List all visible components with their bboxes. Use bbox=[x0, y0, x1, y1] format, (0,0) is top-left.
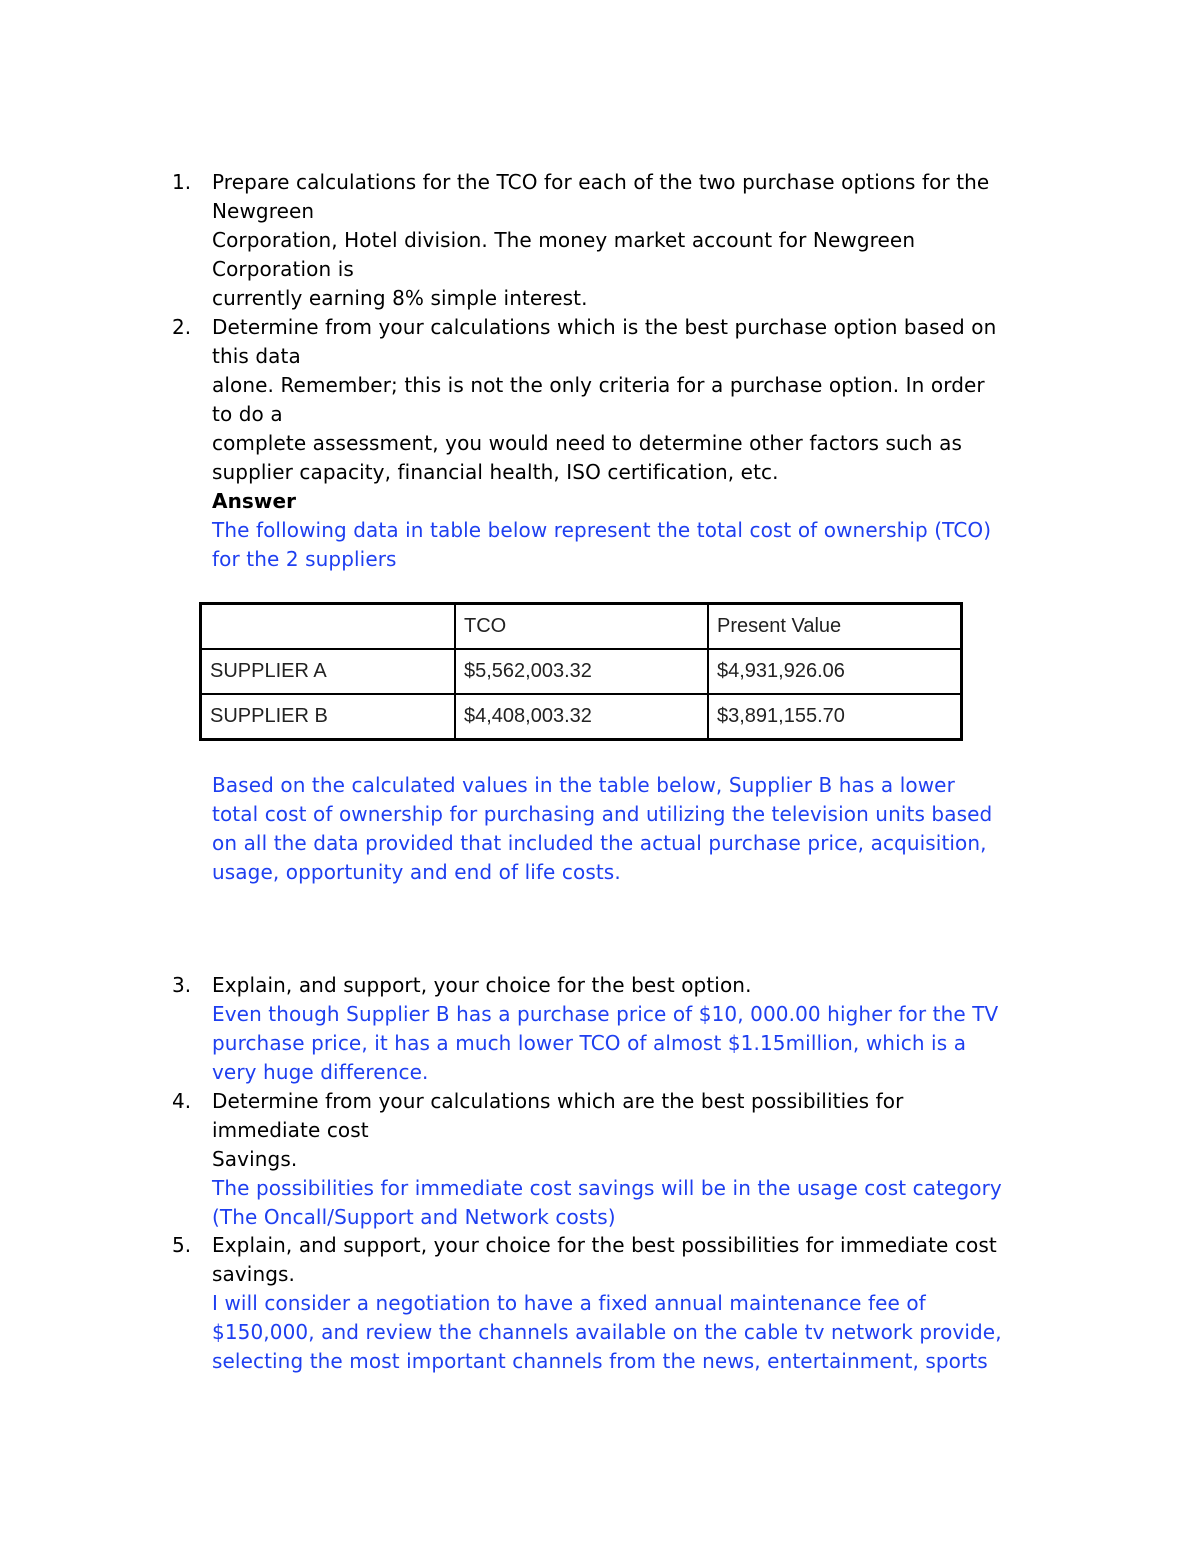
list-number: 3. bbox=[172, 973, 192, 997]
answer-text-line: (The Oncall/Support and Network costs) bbox=[212, 1205, 616, 1229]
table-header-row bbox=[201, 604, 962, 650]
question-text bbox=[212, 1231, 1072, 1376]
question-text bbox=[212, 971, 1072, 1087]
answer-text-line: for the 2 suppliers bbox=[212, 547, 397, 571]
answer-text-line: selecting the most important channels from the news, entertainment, sports bbox=[212, 1349, 988, 1373]
answer-heading: Answer bbox=[212, 489, 297, 513]
table-header-cell: Present Value bbox=[708, 604, 962, 650]
answer-text-line: usage, opportunity and end of life costs. bbox=[212, 860, 621, 884]
answer-text-line: The possibilities for immediate cost savings will be in the usage cost category bbox=[212, 1176, 1002, 1200]
list-number: 2. bbox=[172, 315, 192, 339]
text-line: Explain, and support, your choice for the best option. bbox=[212, 973, 752, 997]
text-line: alone. Remember; this is not the only criteria for a purchase option. In order bbox=[212, 373, 985, 397]
text-line: Determine from your calculations which are the best possibilities for bbox=[212, 1089, 904, 1113]
answer-text-line: purchase price, it has a much lower TCO of almost $1.15million, which is a bbox=[212, 1031, 967, 1055]
text-line: supplier capacity, financial health, ISO certification, etc. bbox=[212, 460, 779, 484]
text-line: this data bbox=[212, 344, 301, 368]
text-line: Explain, and support, your choice for the best possibilities for immediate cost bbox=[212, 1233, 997, 1257]
text-line: complete assessment, you would need to determine other factors such as bbox=[212, 431, 962, 455]
table-cell: SUPPLIER A bbox=[201, 649, 456, 694]
answer-text-line: I will consider a negotiation to have a fixed annual maintenance fee of bbox=[212, 1291, 926, 1315]
text-line: currently earning 8% simple interest. bbox=[212, 286, 588, 310]
table-row bbox=[201, 694, 962, 740]
list-number: 1. bbox=[172, 170, 192, 194]
answer-text-line: on all the data provided that included the actual purchase price, acquisition, bbox=[212, 831, 987, 855]
answer-text-line: very huge difference. bbox=[212, 1060, 429, 1084]
text-line: Newgreen bbox=[212, 199, 315, 223]
answer-conclusion-text bbox=[212, 771, 1072, 887]
answer-text-line: total cost of ownership for purchasing and utilizing the television units based bbox=[212, 802, 993, 826]
text-line: Corporation, Hotel division. The money market account for Newgreen bbox=[212, 228, 916, 252]
table-cell: SUPPLIER B bbox=[201, 694, 456, 740]
text-line: Determine from your calculations which is the best purchase option based on bbox=[212, 315, 997, 339]
question-text bbox=[212, 313, 1072, 574]
answer-text-line: The following data in table below represent the total cost of ownership (TCO) bbox=[212, 518, 992, 542]
text-line: immediate cost bbox=[212, 1118, 369, 1142]
table-row bbox=[201, 649, 962, 694]
answer-text-line: $150,000, and review the channels available on the cable tv network provide, bbox=[212, 1320, 1002, 1344]
question-text bbox=[212, 168, 1072, 313]
tco-table bbox=[199, 602, 963, 741]
table-cell: $3,891,155.70 bbox=[708, 694, 962, 740]
text-line: Prepare calculations for the TCO for each of the two purchase options for the bbox=[212, 170, 990, 194]
answer-text-line: Based on the calculated values in the table below, Supplier B has a lower bbox=[212, 773, 955, 797]
table-cell: $5,562,003.32 bbox=[455, 649, 708, 694]
table-cell: $4,408,003.32 bbox=[455, 694, 708, 740]
text-line: to do a bbox=[212, 402, 283, 426]
table-header-cell: TCO bbox=[455, 604, 708, 650]
table-cell: $4,931,926.06 bbox=[708, 649, 962, 694]
text-line: savings. bbox=[212, 1262, 296, 1286]
answer-text-line: Even though Supplier B has a purchase price of $10, 000.00 higher for the TV bbox=[212, 1002, 999, 1026]
text-line: Corporation is bbox=[212, 257, 354, 281]
text-line: Savings. bbox=[212, 1147, 298, 1171]
list-number: 5. bbox=[172, 1233, 192, 1257]
question-text bbox=[212, 1087, 1072, 1232]
list-number: 4. bbox=[172, 1089, 192, 1113]
table-header-cell bbox=[201, 604, 456, 650]
